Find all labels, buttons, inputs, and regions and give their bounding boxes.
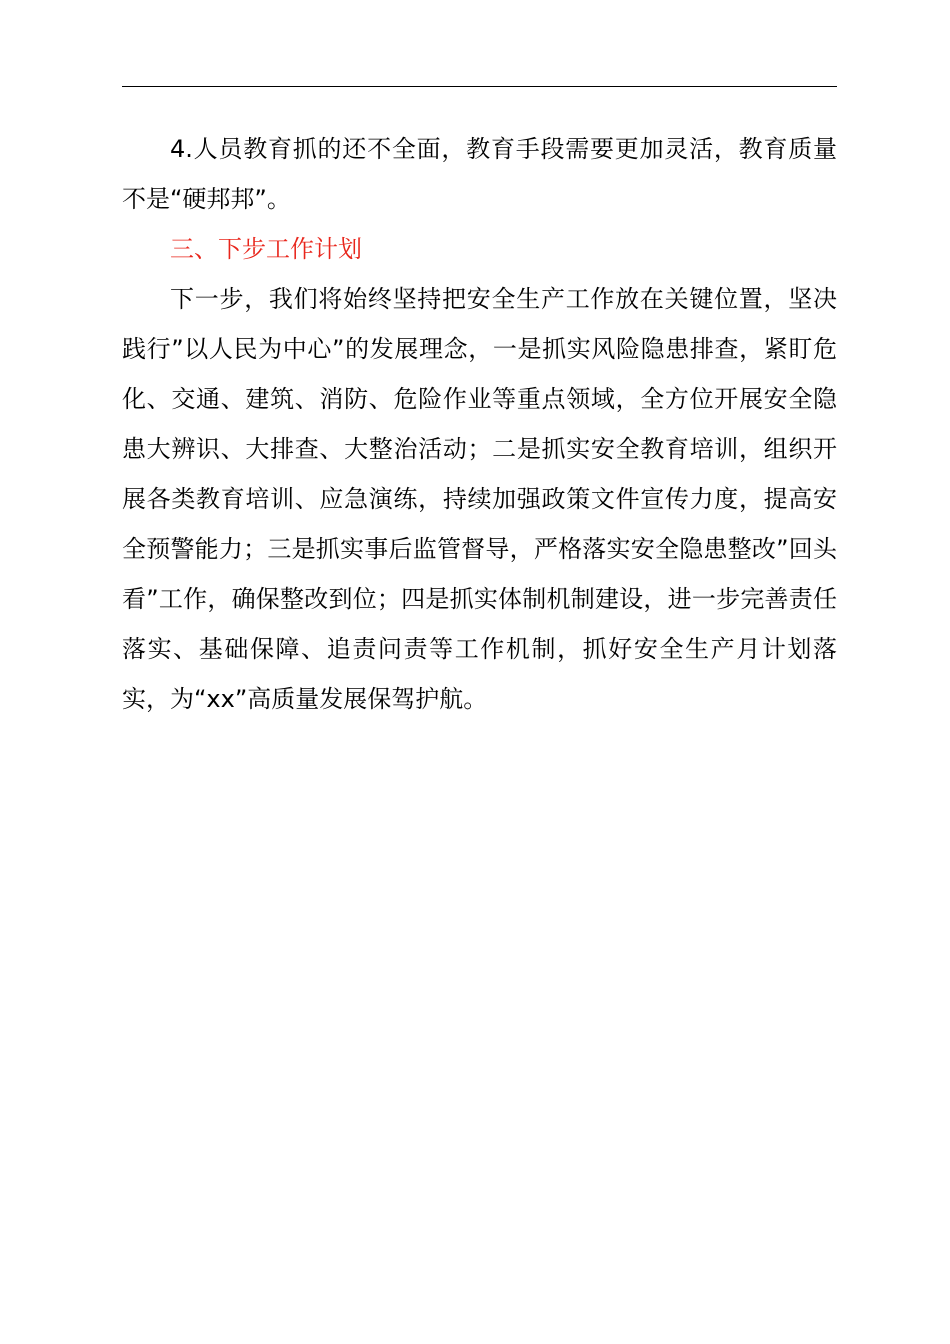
section-heading: 三、下步工作计划: [170, 235, 362, 263]
paragraph-item-4: 4.人员教育抓的还不全面，教育手段需要更加灵活，教育质量不是“硬邦邦”。: [122, 135, 837, 213]
section-body-paragraph: 下一步，我们将始终坚持把安全生产工作放在关键位置，坚决践行”以人民为中心”的发展理念，一是抓实风险隐患排查，紧盯危化、交通、建筑、消防、危险作业等重点领域，全方位开展安全隐患大辨识、大排查、大整治活动；二是抓实安全教育培训，组织开展各类教育培训、应急演练，持续加强政策文件宣传力度，提高安全预警能力；三是抓实事后监管督导，严格落实安全隐患整改”回头看”工作，确保整改到位；四是抓实体制机制建设，进一步完善责任落实、基础保障、追责问责等工作机制，抓好安全生产月计划落实，为“xx”高质量发展保驾护航。: [122, 285, 837, 713]
document-body: [122, 124, 837, 724]
header-rule: [122, 86, 837, 87]
